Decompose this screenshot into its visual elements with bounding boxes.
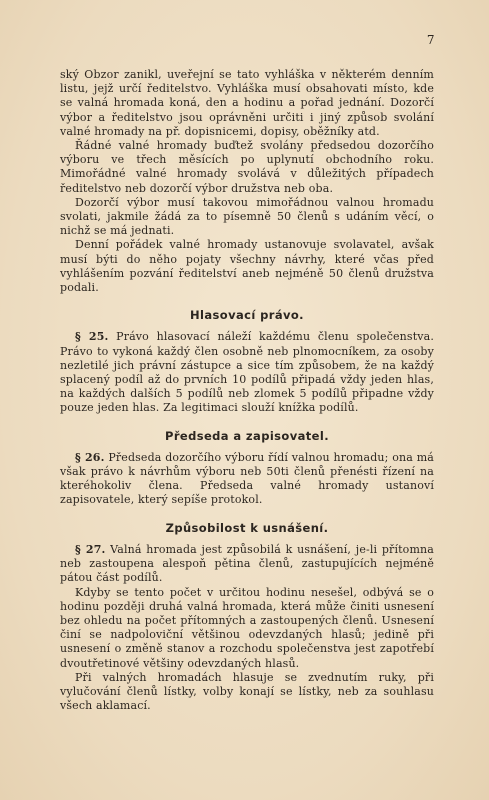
paragraph-section-25 [60, 330, 434, 415]
section-heading-chair: Předseda a zapisovatel. [165, 428, 329, 443]
section-heading-quorum: Způsobilost k usnášení. [165, 520, 329, 535]
paragraph: ský Obzor zanikl, uveřejní se tato vyhláška v některém denním listu, jejž určí ředitelstvo. Vyhláška musí obsahovati místo, kde se valná hromada koná, den a hodinu a pořad jednání. Dozorčí výbor a ředitelstvo jsou oprávněni určiti i jiný způsob svolání valné hromady na př. dopisnicemi, dopisy, oběžníky atd. [60, 68, 434, 138]
section-number: § 26. [75, 450, 105, 464]
paragraph: Kdyby se tento počet v určitou hodinu nesešel, odbývá se o hodinu později druhá valná hromada, která může činiti usnesení bez ohledu na počet přítomných a zastoupených členů. Usnesení činí se nadpoloviční většinou odevzdaných hlasů; jedině při usnesení o změně stanov a rozchodu společenstva jest zapotřebí dvoutřetinové většiny odevzdaných hlasů. [60, 585, 434, 670]
section-number: § 25. [75, 330, 109, 344]
page-body [60, 68, 434, 713]
page-number: 7 [426, 33, 435, 47]
section-text: Valná hromada jest způsobilá k usnášení, je-li přítomna neb zastoupena alespoň pětina členů, zastupujících nejméně pátou část podílů. [60, 542, 434, 585]
paragraph: Dozorčí výbor musí takovou mimořádnou valnou hromadu svolati, jakmile žádá za to písemně 50 členů s udáním věcí, o nichž se má jednati. [60, 195, 434, 238]
section-text: Předseda dozorčího výboru řídí valnou hromadu; ona má však právo k návrhům výboru neb 50ti členů přenésti řízení na kteréhokoliv člena. Předseda valné hromady ustanoví zapisovatele, který sepíše protokol. [60, 450, 434, 507]
paragraph-section-26 [60, 451, 434, 508]
paragraph: Řádné valné hromady buďtež svolány předsedou dozorčího výboru ve třech měsících po uplynutí obchodního roku. Mimořádné valné hromady svolává v důležitých případech ředitelstvo neb dozorčí výbor družstva neb oba. [60, 139, 434, 195]
paragraph: Při valných hromadách hlasuje se zvednutím ruky, při vylučování členů lístky, volby konají se lístky, neb za souhlasu všech aklamací. [60, 670, 434, 713]
section-heading-voting: Hlasovací právo. [190, 308, 304, 323]
paragraph: Denní pořádek valné hromady ustanovuje svolavatel, avšak musí býti do něho pojaty všechny návrhy, které včas před vyhlášením pozvání ředitelství aneb nejméně 50 členů družstva podali. [60, 238, 434, 295]
section-text: Právo hlasovací náleží každému členu společenstva. Právo to vykoná každý člen osobně neb plnomocníkem, za osoby nezletilé jich právní zástupce a sice tím způsobem, že na každý splacený podíl až do prvních 10 podílů připadá vždy jeden hlas, na každých dalších 5 podílů neb zlomek 5 podílů připadne vždy pouze jeden hlas. Za legitimaci slouží knížka podílů. [60, 330, 434, 415]
section-number: § 27. [75, 542, 106, 556]
paragraph-section-27 [60, 543, 434, 586]
